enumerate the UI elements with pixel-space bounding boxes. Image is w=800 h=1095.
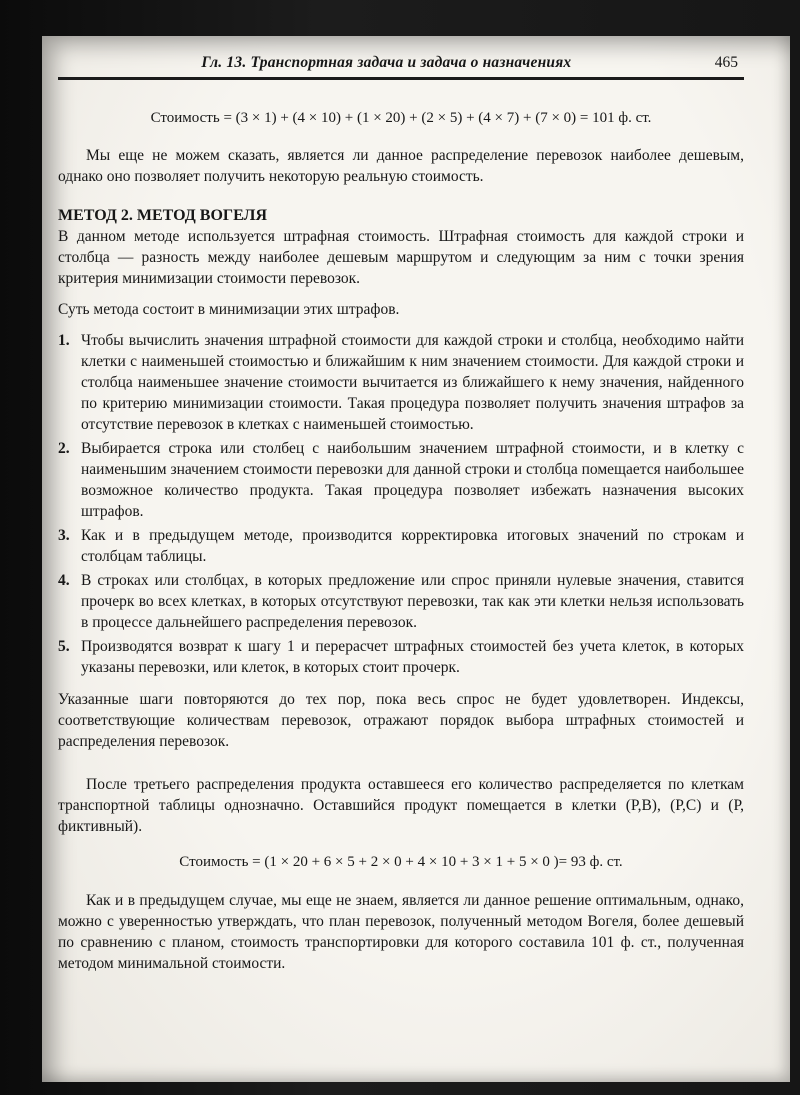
step-text: Производятся возврат к шагу 1 и перерасчет штрафных стоимостей без учета клеток, в которых указаны перевозки, или клеток, в которых стоит прочерк. (81, 638, 744, 676)
method-description-paragraph: В данном методе используется штрафная стоимость. Штрафная стоимость для каждой строки и столбца — разность между наиболее дешевым маршрутом и следующим за ним с точки зрения критерия минимизации стоимости перевозок. (58, 228, 744, 287)
running-head (58, 54, 744, 72)
method-steps-list (58, 330, 744, 678)
step-text: Как и в предыдущем методе, производится корректировка итоговых значений по строкам и столбцам таблицы. (81, 527, 744, 565)
cost-formula-1: Стоимость = (3 × 1) + (4 × 10) + (1 × 20) + (2 × 5) + (4 × 7) + (7 × 0) = 101 ф. ст. (150, 110, 652, 126)
step-text: Чтобы вычислить значения штрафной стоимости для каждой строки и столбца, необходимо найти клетки с наименьшей стоимостью и ближайшим к ним значением стоимости. Для каждой строки и столбца наименьшее значение стоимости вычитается из ближайшего к нему значения, найденного по критерию минимизации стоимости. Такая процедура позволяет получить значения штрафов за отсутствие перевозок в клетках с наименьшей стоимостью. (81, 332, 744, 433)
chapter-title: Гл. 13. Транспортная задача и задача о назначениях (201, 54, 572, 71)
step-text: В строках или столбцах, в которых предложение или спрос приняли нулевые значения, ставится прочерк во всех клетках, в которых отсутствуют перевозки, так как эти клетки нельзя использовать в процессе дальнейшего распределения перевозок. (81, 572, 744, 631)
section-heading: МЕТОД 2. МЕТОД ВОГЕЛЯ (58, 207, 268, 224)
list-item (58, 636, 744, 678)
page-body (58, 108, 744, 974)
list-item (58, 438, 744, 522)
conclusion-paragraph: Как и в предыдущем случае, мы еще не знаем, является ли данное решение оптимальным, однако, можно с уверенностью утверждать, что план перевозок, полученный методом Вогеля, более дешевый по сравнению с планом, стоимость транспортировки для которого составила 101 ф. ст., полученная методом минимальной стоимости. (58, 892, 744, 972)
step-text: Выбирается строка или столбец с наибольшим значением штрафной стоимости, и в клетку с наименьшим значением стоимости перевозки для данной строки и столбца помещается наибольшее возможное количество продукта. Такая процедура позволяет избежать назначения высоких штрафов. (81, 440, 744, 520)
intro-paragraph: Мы еще не можем сказать, является ли данное распределение перевозок наиболее дешевым, однако оно позволяет получить некоторую реальную стоимость. (58, 147, 744, 185)
step-number: 5. (58, 638, 70, 655)
cost-formula-2: Стоимость = (1 × 20 + 6 × 5 + 2 × 0 + 4 × 10 + 3 × 1 + 5 × 0 )= 93 ф. ст. (179, 854, 623, 870)
step-number: 2. (58, 440, 70, 457)
method-essence-paragraph: Суть метода состоит в минимизации этих штрафов. (58, 301, 400, 318)
list-item (58, 570, 744, 633)
header-rule (58, 77, 744, 80)
page-number: 465 (714, 54, 738, 71)
list-item (58, 525, 744, 567)
list-item (58, 330, 744, 435)
steps-repeat-paragraph: Указанные шаги повторяются до тех пор, пока весь спрос не будет удовлетворен. Индексы, соответствующие количествам перевозок, отражают порядок выбора штрафных стоимостей и распределения перевозок. (58, 691, 744, 750)
step-number: 4. (58, 572, 70, 589)
step-number: 3. (58, 527, 70, 544)
distribution-paragraph: После третьего распределения продукта оставшееся его количество распределяется по клеткам транспортной таблицы однозначно. Оставшийся продукт помещается в клетки (Р,В), (Р,С) и (Р, фиктивный). (58, 776, 744, 835)
book-page (42, 36, 790, 1082)
step-number: 1. (58, 332, 70, 349)
